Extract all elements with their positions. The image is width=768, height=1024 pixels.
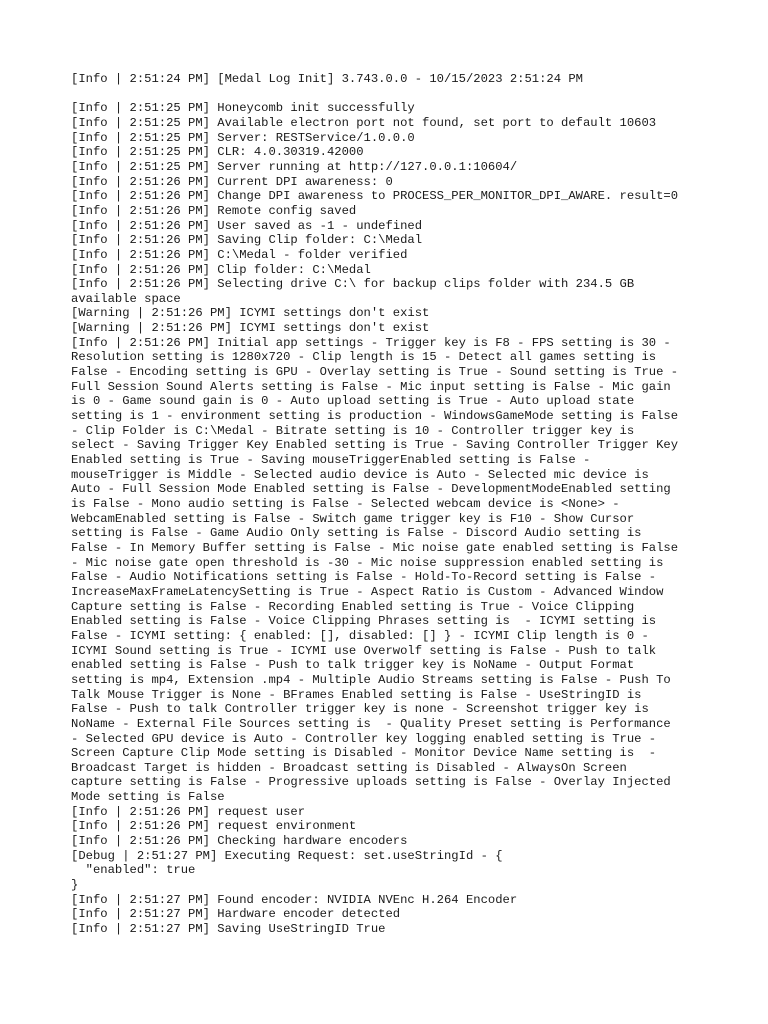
log-line: mouseTrigger is Middle - Selected audio device is Auto - Selected mic device is [71, 467, 649, 482]
log-line: setting is mp4, Extension .mp4 - Multiple Audio Streams setting is False - Push To [71, 672, 671, 687]
log-line: False - Audio Notifications setting is False - Hold-To-Record setting is False - [71, 570, 657, 585]
log-line: [Info | 2:51:26 PM] Saving Clip folder: C:\Medal [71, 233, 423, 248]
log-line: NoName - External File Sources setting is - Quality Preset setting is Performance [71, 716, 671, 731]
log-line: setting is 1 - environment setting is production - WindowsGameMode setting is False [71, 409, 679, 424]
log-line: [Info | 2:51:27 PM] Found encoder: NVIDIA NVEnc H.264 Encoder [71, 892, 518, 907]
log-line: [Warning | 2:51:26 PM] ICYMI settings don't exist [71, 321, 430, 336]
log-line: select - Saving Trigger Key Enabled setting is True - Saving Controller Trigger Key [71, 438, 679, 453]
log-line: [Info | 2:51:26 PM] Current DPI awareness: 0 [71, 174, 393, 189]
log-line: [Warning | 2:51:26 PM] ICYMI settings don't exist [71, 306, 430, 321]
log-line: IncreaseMaxFrameLatencySetting is True - Aspect Ratio is Custom - Advanced Window [71, 584, 664, 599]
log-line: [Info | 2:51:25 PM] Server running at http://127.0.0.1:10604/ [71, 159, 518, 174]
log-line: enabled setting is False - Push to talk trigger key is NoName - Output Format [71, 658, 635, 673]
log-line: [Info | 2:51:26 PM] Checking hardware encoders [71, 834, 408, 849]
log-line: [Info | 2:51:26 PM] Remote config saved [71, 203, 357, 218]
log-line: [Debug | 2:51:27 PM] Executing Request: set.useStringId - { [71, 848, 503, 863]
log-line: [Info | 2:51:26 PM] Change DPI awareness to PROCESS_PER_MONITOR_DPI_AWARE. result=0 [71, 189, 679, 204]
log-line: [Info | 2:51:26 PM] request user [71, 804, 306, 819]
log-line: Enabled setting is True - Saving mouseTriggerEnabled setting is False - [71, 453, 591, 468]
log-line: False - Encoding setting is GPU - Overlay setting is True - Sound setting is True - [71, 365, 679, 380]
log-line: Mode setting is False [71, 790, 225, 805]
log-line: [Info | 2:51:26 PM] C:\Medal - folder verified [71, 247, 408, 262]
log-line: is False - Mono audio setting is False - Selected webcam device is <None> - [71, 497, 620, 512]
log-header-line: [Info | 2:51:24 PM] [Medal Log Init] 3.743.0.0 - 10/15/2023 2:51:24 PM [71, 72, 583, 86]
log-line: [Info | 2:51:26 PM] User saved as -1 - undefined [71, 218, 423, 233]
log-line: is 0 - Game sound gain is 0 - Auto upload setting is True - Auto upload state [71, 394, 635, 409]
log-line: Full Session Sound Alerts setting is False - Mic input setting is False - Mic gain [71, 379, 671, 394]
log-line: [Info | 2:51:25 PM] Available electron port not found, set port to default 10603 [71, 115, 657, 130]
log-line: [Info | 2:51:25 PM] Honeycomb init successfully [71, 101, 415, 116]
log-line: [Info | 2:51:26 PM] Clip folder: C:\Medal [71, 262, 371, 277]
log-line: - Clip Folder is C:\Medal - Bitrate setting is 10 - Controller trigger key is [71, 423, 635, 438]
log-line: [Info | 2:51:25 PM] Server: RESTService/1.0.0.0 [71, 130, 415, 145]
log-line: False - ICYMI setting: { enabled: [], disabled: [] } - ICYMI Clip length is 0 - [71, 628, 649, 643]
log-line: Broadcast Target is hidden - Broadcast setting is Disabled - AlwaysOn Screen [71, 760, 627, 775]
log-line: capture setting is False - Progressive uploads setting is False - Overlay Injected [71, 775, 671, 790]
log-line: } [71, 878, 79, 893]
log-line: False - In Memory Buffer setting is False - Mic noise gate enabled setting is False [71, 540, 679, 555]
log-line: WebcamEnabled setting is False - Switch game trigger key is F10 - Show Cursor [71, 511, 635, 526]
log-line: Resolution setting is 1280x720 - Clip length is 15 - Detect all games setting is [71, 350, 657, 365]
log-line: - Mic noise gate open threshold is -30 - Mic noise suppression enabled setting is [71, 555, 664, 570]
log-line: - Selected GPU device is Auto - Controller key logging enabled setting is True - [71, 731, 657, 746]
log-line: [Info | 2:51:27 PM] Saving UseStringID True [71, 922, 386, 937]
log-line: Capture setting is False - Recording Enabled setting is True - Voice Clipping [71, 599, 635, 614]
log-line: [Info | 2:51:26 PM] Selecting drive C:\ for backup clips folder with 234.5 GB [71, 277, 635, 292]
log-line: [Info | 2:51:25 PM] CLR: 4.0.30319.42000 [71, 145, 364, 160]
log-line: False - Push to talk Controller trigger key is none - Screenshot trigger key is [71, 702, 649, 717]
log-line: "enabled": true [71, 863, 196, 878]
log-line: Auto - Full Session Mode Enabled setting is False - DevelopmentModeEnabled setting [71, 482, 671, 497]
log-line: Talk Mouse Trigger is None - BFrames Enabled setting is False - UseStringID is [71, 687, 642, 702]
log-line: [Info | 2:51:26 PM] request environment [71, 819, 357, 834]
log-line: ICYMI Sound setting is True - ICYMI use Overwolf setting is False - Push to talk [71, 643, 657, 658]
log-line: [Info | 2:51:27 PM] Hardware encoder detected [71, 907, 401, 922]
log-line: available space [71, 291, 181, 306]
log-document [71, 72, 701, 937]
log-line: Enabled setting is False - Voice Clipping Phrases setting is - ICYMI setting is [71, 614, 657, 629]
log-body [71, 101, 701, 936]
log-line: [Info | 2:51:26 PM] Initial app settings - Trigger key is F8 - FPS setting is 30 - [71, 335, 671, 350]
blank-line [71, 87, 701, 102]
log-line: Screen Capture Clip Mode setting is Disabled - Monitor Device Name setting is - [71, 746, 657, 761]
log-line: setting is False - Game Audio Only setting is False - Discord Audio setting is [71, 526, 642, 541]
